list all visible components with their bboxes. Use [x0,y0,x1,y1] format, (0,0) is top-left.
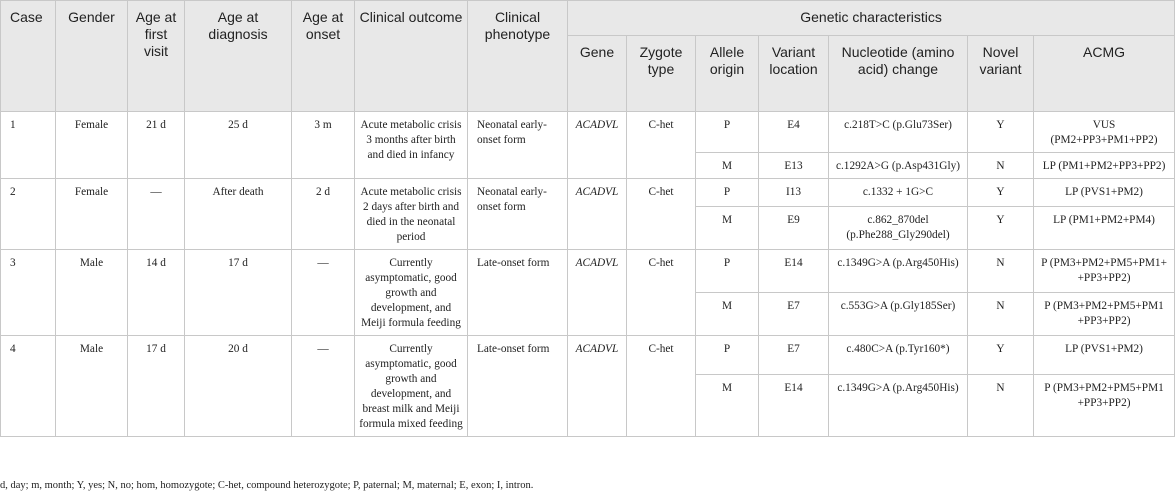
acmg-cell: P (PM3+PM2+PM5+PM1 +PP3+PP2) [1034,293,1175,336]
table-body [1,112,1175,437]
table-footnote: d, day; m, month; Y, yes; N, no; hom, homozygote; C-het, compound heterozygote; P, paternal; M, maternal; E, exon; I, intron. [0,480,534,491]
variant-location-cell: E14 [759,250,829,293]
case-number: 2 [1,179,56,250]
table-row [1,179,1175,207]
nucleotide-change-cell: c.1349G>A (p.Arg450His) [829,250,968,293]
variant-location-cell: I13 [759,179,829,207]
clinical-phenotype-cell: Late-onset form [468,250,568,336]
allele-origin-cell: P [696,112,759,153]
age-diagnosis-cell: After death [185,179,292,250]
acmg-cell: LP (PVS1+PM2) [1034,336,1175,375]
gene-cell: ACADVL [568,250,627,336]
acmg-cell: VUS (PM2+PP3+PM1+PP2) [1034,112,1175,153]
allele-origin-cell: M [696,293,759,336]
age-onset-cell: — [292,336,355,437]
zygote-cell: C-het [627,336,696,437]
clinical-outcome-cell: Currently asymptomatic, good growth and development, and breast milk and Meiji formula mixed feeding [355,336,468,437]
variant-location-cell: E9 [759,206,829,249]
zygote-cell: C-het [627,179,696,250]
variant-location-cell: E7 [759,336,829,375]
gender-cell: Male [56,336,128,437]
novel-variant-cell: N [968,250,1034,293]
age-first-visit-cell: 14 d [128,250,185,336]
age-onset-cell: 3 m [292,112,355,179]
zygote-cell: C-het [627,112,696,179]
novel-variant-cell: N [968,293,1034,336]
age-diagnosis-cell: 17 d [185,250,292,336]
allele-origin-cell: M [696,375,759,437]
acmg-cell: LP (PVS1+PM2) [1034,179,1175,207]
gene-cell: ACADVL [568,179,627,250]
header-variant-location: Variant location [759,36,829,112]
gender-cell: Male [56,250,128,336]
clinical-outcome-cell: Acute metabolic crisis 3 months after birth and died in infancy [355,112,468,179]
clinical-outcome-cell: Acute metabolic crisis 2 days after birth and died in the neonatal period [355,179,468,250]
acmg-cell: LP (PM1+PM2+PM4) [1034,206,1175,249]
gender-cell: Female [56,112,128,179]
header-age-diagnosis: Age at diagnosis [185,1,292,112]
age-first-visit-cell: — [128,179,185,250]
zygote-cell: C-het [627,250,696,336]
nucleotide-change-cell: c.553G>A (p.Gly185Ser) [829,293,968,336]
header-acmg: ACMG [1034,36,1175,112]
case-number: 1 [1,112,56,179]
gene-cell: ACADVL [568,112,627,179]
header-age-onset: Age at onset [292,1,355,112]
novel-variant-cell: Y [968,206,1034,249]
age-first-visit-cell: 17 d [128,336,185,437]
variant-location-cell: E4 [759,112,829,153]
allele-origin-cell: P [696,336,759,375]
header-row-top [1,1,1175,36]
age-diagnosis-cell: 25 d [185,112,292,179]
header-clinical-outcome: Clinical outcome [355,1,468,112]
case-number: 3 [1,250,56,336]
header-genetic-characteristics: Genetic characteristics [568,1,1175,36]
nucleotide-change-cell: c.1349G>A (p.Arg450His) [829,375,968,437]
table-row [1,250,1175,293]
novel-variant-cell: Y [968,336,1034,375]
variant-location-cell: E14 [759,375,829,437]
allele-origin-cell: M [696,206,759,249]
nucleotide-change-cell: c.862_870del (p.Phe288_Gly290del) [829,206,968,249]
novel-variant-cell: N [968,375,1034,437]
age-onset-cell: 2 d [292,179,355,250]
novel-variant-cell: N [968,153,1034,179]
table-header [1,1,1175,112]
clinical-phenotype-cell: Neonatal early-onset form [468,179,568,250]
nucleotide-change-cell: c.1292A>G (p.Asp431Gly) [829,153,968,179]
case-number: 4 [1,336,56,437]
clinical-phenotype-cell: Late-onset form [468,336,568,437]
age-diagnosis-cell: 20 d [185,336,292,437]
header-novel-variant: Novel variant [968,36,1034,112]
nucleotide-change-cell: c.218T>C (p.Glu73Ser) [829,112,968,153]
header-allele-origin: Allele origin [696,36,759,112]
table-row [1,112,1175,153]
table-row [1,336,1175,375]
header-nucleotide-change: Nucleotide (amino acid) change [829,36,968,112]
gene-cell: ACADVL [568,336,627,437]
header-gene: Gene [568,36,627,112]
nucleotide-change-cell: c.480C>A (p.Tyr160*) [829,336,968,375]
novel-variant-cell: Y [968,179,1034,207]
variant-location-cell: E7 [759,293,829,336]
age-first-visit-cell: 21 d [128,112,185,179]
acmg-cell: P (PM3+PM2+PM5+PM1 +PP3+PP2) [1034,375,1175,437]
header-clinical-phenotype: Clinical phenotype [468,1,568,112]
acmg-cell: LP (PM1+PM2+PP3+PP2) [1034,153,1175,179]
age-onset-cell: — [292,250,355,336]
header-age-first-visit: Age at first visit [128,1,185,112]
header-case: Case [1,1,56,112]
acmg-cell: P (PM3+PM2+PM5+PM1+ +PP3+PP2) [1034,250,1175,293]
variant-location-cell: E13 [759,153,829,179]
header-gender: Gender [56,1,128,112]
nucleotide-change-cell: c.1332 + 1G>C [829,179,968,207]
allele-origin-cell: P [696,250,759,293]
header-zygote-type: Zygote type [627,36,696,112]
allele-origin-cell: M [696,153,759,179]
novel-variant-cell: Y [968,112,1034,153]
gender-cell: Female [56,179,128,250]
clinical-phenotype-cell: Neonatal early-onset form [468,112,568,179]
allele-origin-cell: P [696,179,759,207]
clinical-outcome-cell: Currently asymptomatic, good growth and development, and Meiji formula feeding [355,250,468,336]
